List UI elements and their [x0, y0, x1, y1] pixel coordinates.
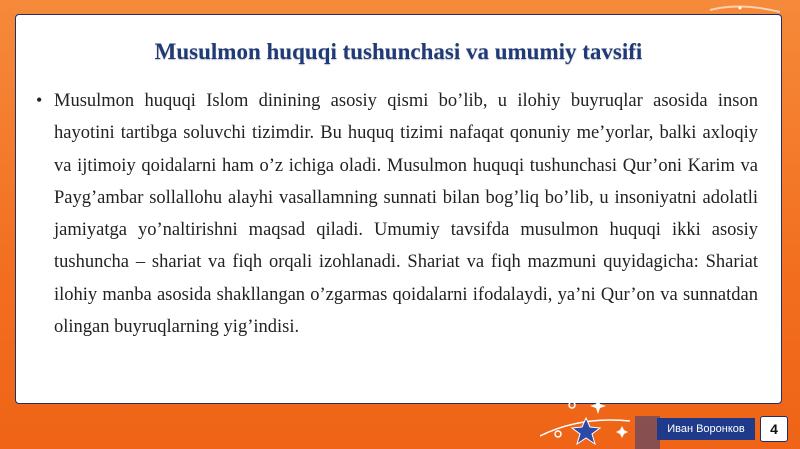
star-decoration [540, 396, 660, 449]
page-number: 4 [760, 416, 788, 442]
slide-title: Musulmon huquqi tushunchasi va umumiy tavsifi [154, 39, 643, 64]
star-icon [572, 418, 600, 444]
content-card [15, 14, 782, 404]
bullet-symbol: • [36, 90, 43, 110]
sparkle-icon [590, 398, 606, 414]
bullet-item [36, 85, 758, 343]
body-paragraph: Musulmon huquqi Islom dinining asosiy qismi bo’lib, u ilohiy buyruqlar asosida inson hayotini tartibga soluvchi tizimdir. Bu huquq tizimi nafaqat qonuniy me’yorlar, balki axloqiy va ijtimoiy qoidalarni ham o’z ichiga oladi. Musulmon huquqi tushunchasi Qur’oni Karim va Payg’ambar sollallohu alayhi vasallamning sunnati bilan bog’liq bo’lib, u insoniyatni adolatli jamiyatga yo’naltirishni maqsad qiladi. Umumiy tavsifda musulmon huquqi ikki asosiy tushuncha – shariat va fiqh orqali izohlanadi. Shariat va fiqh mazmuni quyidagicha: Shariat ilohiy manba asosida shakllangan o’zgarmas qoidalarni ifodalaydi, ya’ni Qur’on va sunnatdan olingan buyruqlarning yig’indisi. [54, 91, 758, 338]
author-label: Иван Воронков [657, 418, 755, 440]
